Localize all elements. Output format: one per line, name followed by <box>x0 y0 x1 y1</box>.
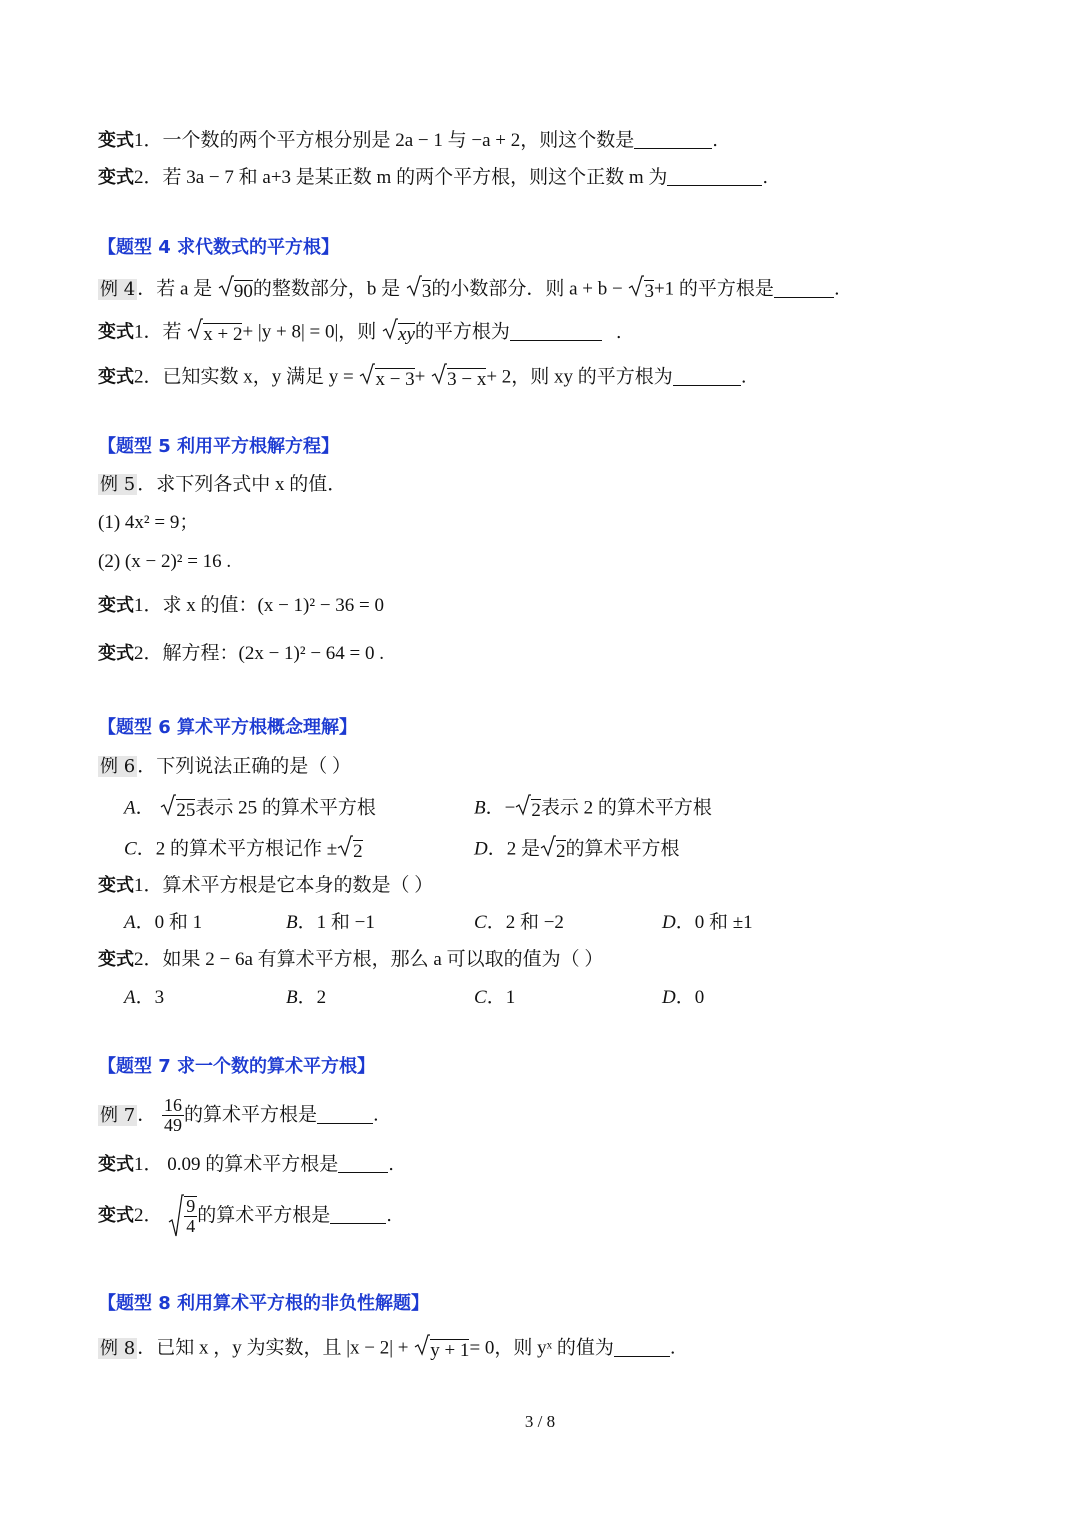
radicand: 3 − x <box>447 369 487 390</box>
option-d[interactable] <box>662 911 753 935</box>
option-b[interactable] <box>286 986 326 1010</box>
option-letter: D <box>474 838 488 860</box>
question-text: 的平方根为 <box>414 321 510 343</box>
example-line <box>98 275 840 304</box>
variant-label: 变式 <box>98 595 134 616</box>
minus-sign: − <box>504 797 516 819</box>
option-c[interactable] <box>474 911 564 935</box>
option-a[interactable] <box>124 986 164 1010</box>
section-heading: 【题型 8 利用算术平方根的非负性解题】 <box>98 1293 430 1314</box>
answer-blank[interactable] <box>673 367 741 386</box>
option-letter: A <box>124 987 136 1008</box>
answer-blank[interactable] <box>614 1338 670 1357</box>
period: . <box>740 366 747 388</box>
question-text: 2．若 3a − 7 和 a+3 是某正数 m 的两个平方根，则这个正数 m 为 <box>134 167 668 188</box>
example-label: 例 4 <box>100 278 136 300</box>
question-text: ．若 a 是 <box>137 278 213 300</box>
period: . <box>388 1154 394 1175</box>
variant-label: 变式 <box>98 1154 134 1175</box>
question-text: 2． <box>134 1205 163 1226</box>
example-label: 例 8 <box>100 1337 136 1359</box>
answer-blank[interactable] <box>338 1154 388 1173</box>
period: . <box>615 321 622 343</box>
radicand: y + 1 <box>430 1340 470 1361</box>
example-line <box>98 1334 676 1363</box>
radicand: 2 <box>531 800 541 821</box>
question-text: ．下列说法正确的是（ ） <box>137 756 351 777</box>
option-letter: B <box>474 797 486 819</box>
example-label: 例 5 <box>100 474 136 495</box>
question-text: 1．求 x 的值：(x − 1)² − 36 = 0 <box>134 595 384 616</box>
option-letter: A <box>124 912 136 933</box>
page-number: 3 / 8 <box>524 1412 556 1431</box>
option-text: ．3 <box>135 987 165 1008</box>
period: . <box>386 1205 392 1226</box>
sqrt-90 <box>218 275 253 304</box>
question-text: 2．解方程：(2x − 1)² − 64 = 0 . <box>134 643 384 664</box>
question-text: 的整数部分，b 是 <box>252 278 401 300</box>
sqrt-expression <box>382 318 415 347</box>
sqrt-2 <box>515 794 541 823</box>
question-text: +1 的平方根是 <box>653 278 774 300</box>
radicand: 3 <box>421 281 432 302</box>
period: . <box>669 1337 676 1359</box>
radicand: x − 3 <box>375 369 415 390</box>
question-text: 1．若 <box>134 321 182 343</box>
denominator: 49 <box>163 1115 182 1135</box>
operator: + <box>414 366 426 388</box>
numerator: 16 <box>163 1095 182 1115</box>
variant-label: 变式 <box>98 643 134 664</box>
variant-line <box>98 594 384 618</box>
sqrt-expression <box>414 1334 469 1363</box>
answer-blank[interactable] <box>634 130 712 149</box>
sqrt-expression <box>187 318 242 347</box>
radicand: 90 <box>233 281 253 302</box>
radicand: xy <box>398 324 415 345</box>
section-heading: 【题型 7 求一个数的算术平方根】 <box>98 1056 376 1077</box>
variant-label: 变式 <box>98 130 134 151</box>
variant-label: 变式 <box>98 949 134 970</box>
option-text: ．1 和 −1 <box>297 912 375 933</box>
option-text: ．0 和 1 <box>135 912 203 933</box>
variant-label: 变式 <box>98 321 134 343</box>
option-text: 的算术平方根 <box>565 838 680 860</box>
section-heading: 【题型 5 利用平方根解方程】 <box>98 436 340 457</box>
sqrt-3 <box>406 275 432 304</box>
fraction <box>162 1096 184 1135</box>
question-text: ．已知 x ，y 为实数，且 |x − 2| + <box>137 1337 409 1359</box>
option-text: ．2 和 −2 <box>486 912 564 933</box>
variant-line <box>98 318 622 347</box>
numerator: 9 <box>186 1196 196 1216</box>
answer-blank[interactable] <box>510 322 602 341</box>
period: . <box>372 1104 379 1126</box>
variant-line <box>98 1153 394 1177</box>
section-heading: 【题型 6 算术平方根概念理解】 <box>98 717 358 738</box>
variant-label: 变式 <box>98 167 134 188</box>
option-letter: C <box>474 987 487 1008</box>
example-label: 例 7 <box>100 1104 136 1126</box>
option-text: 表示 25 的算术平方根 <box>195 797 376 819</box>
variant-line <box>98 129 718 153</box>
period: . <box>762 167 769 188</box>
denominator: 4 <box>186 1216 196 1236</box>
variant-label: 变式 <box>98 875 134 896</box>
section-heading: 【题型 4 求代数式的平方根】 <box>98 237 340 258</box>
option-a[interactable] <box>124 911 202 935</box>
example-label: 例 6 <box>100 756 136 777</box>
answer-blank[interactable] <box>330 1205 386 1224</box>
question-text: 2．如果 2 − 6a 有算术平方根，那么 a 可以取的值为（ ） <box>134 949 604 970</box>
example-line <box>98 473 346 497</box>
question-text: + 2，则 xy 的平方根为 <box>486 366 673 388</box>
option-text: ．2 是 <box>487 838 540 860</box>
option-text: ．0 <box>675 987 705 1008</box>
radicand: x + 2 <box>203 324 243 345</box>
variant-line <box>98 948 603 972</box>
period: . <box>712 130 718 151</box>
option-a[interactable]: A． 25表示 25 的算术平方根 <box>124 794 376 823</box>
sub-question: (2) (x − 2)² = 16 . <box>98 551 232 572</box>
variant-line <box>98 1194 392 1238</box>
option-d[interactable] <box>662 986 704 1010</box>
sqrt-3 <box>628 275 654 304</box>
option-letter: B <box>286 987 298 1008</box>
question-text: 2．已知实数 x，y 满足 y = <box>134 366 354 388</box>
radicand: 2 <box>556 841 566 862</box>
sub-question: (1) 4x² = 9； <box>98 512 199 533</box>
variant-line <box>98 363 747 392</box>
answer-blank[interactable] <box>317 1105 373 1124</box>
variant-label: 变式 <box>98 366 134 388</box>
question-text: ．求下列各式中 x 的值． <box>137 474 347 495</box>
option-b[interactable]: B．− 2表示 2 的算术平方根 <box>474 794 712 823</box>
example-line: 例 7 ． $\frac{16}{49}$ 的算术平方根是 . <box>100 1095 379 1135</box>
option-b[interactable] <box>286 911 375 935</box>
option-letter: D <box>662 912 676 933</box>
option-letter: B <box>286 912 298 933</box>
answer-blank[interactable] <box>667 167 762 186</box>
sqrt-expression <box>431 363 486 392</box>
radicand: 3 <box>644 281 654 302</box>
option-letter: D <box>662 987 676 1008</box>
question-text: + |y + 8| = 0|，则 <box>242 321 377 343</box>
sqrt-2 <box>337 835 363 864</box>
option-text: ．0 和 ±1 <box>675 912 753 933</box>
option-c[interactable] <box>124 835 363 864</box>
option-text: 表示 2 的算术平方根 <box>540 797 712 819</box>
question-text: 1． 0.09 的算术平方根是 <box>134 1154 339 1175</box>
radicand: 25 <box>176 800 196 821</box>
sqrt-25 <box>160 794 195 823</box>
question-text: 的算术平方根是 <box>197 1205 331 1226</box>
sqrt-2 <box>540 835 566 864</box>
example-line <box>98 755 351 779</box>
option-text: ．2 的算术平方根记作 ± <box>136 838 338 860</box>
variant-line <box>98 642 384 666</box>
option-letter: C <box>474 912 487 933</box>
sqrt-fraction <box>168 1194 197 1238</box>
option-text: ．2 <box>297 987 327 1008</box>
question-text: = 0，则 yˣ 的值为 <box>469 1337 614 1359</box>
option-c[interactable] <box>474 986 515 1010</box>
option-text: ．1 <box>486 987 516 1008</box>
sqrt-expression <box>359 363 414 392</box>
question-text: 的算术平方根是 <box>183 1104 317 1126</box>
fraction <box>184 1196 197 1236</box>
variant-line <box>98 166 768 190</box>
question-text: 的小数部分．则 a + b − <box>431 278 623 300</box>
variant-line <box>98 874 433 898</box>
variant-label: 变式 <box>98 1205 134 1226</box>
question-text: 1．一个数的两个平方根分别是 2a − 1 与 −a + 2，则这个数是 <box>134 130 635 151</box>
answer-blank[interactable] <box>774 279 834 298</box>
option-letter: C <box>124 838 137 860</box>
option-letter: A <box>124 797 136 819</box>
option-d[interactable] <box>474 835 680 864</box>
period: . <box>833 278 840 300</box>
question-text: 1．算术平方根是它本身的数是（ ） <box>134 875 434 896</box>
radicand: 2 <box>353 841 363 862</box>
